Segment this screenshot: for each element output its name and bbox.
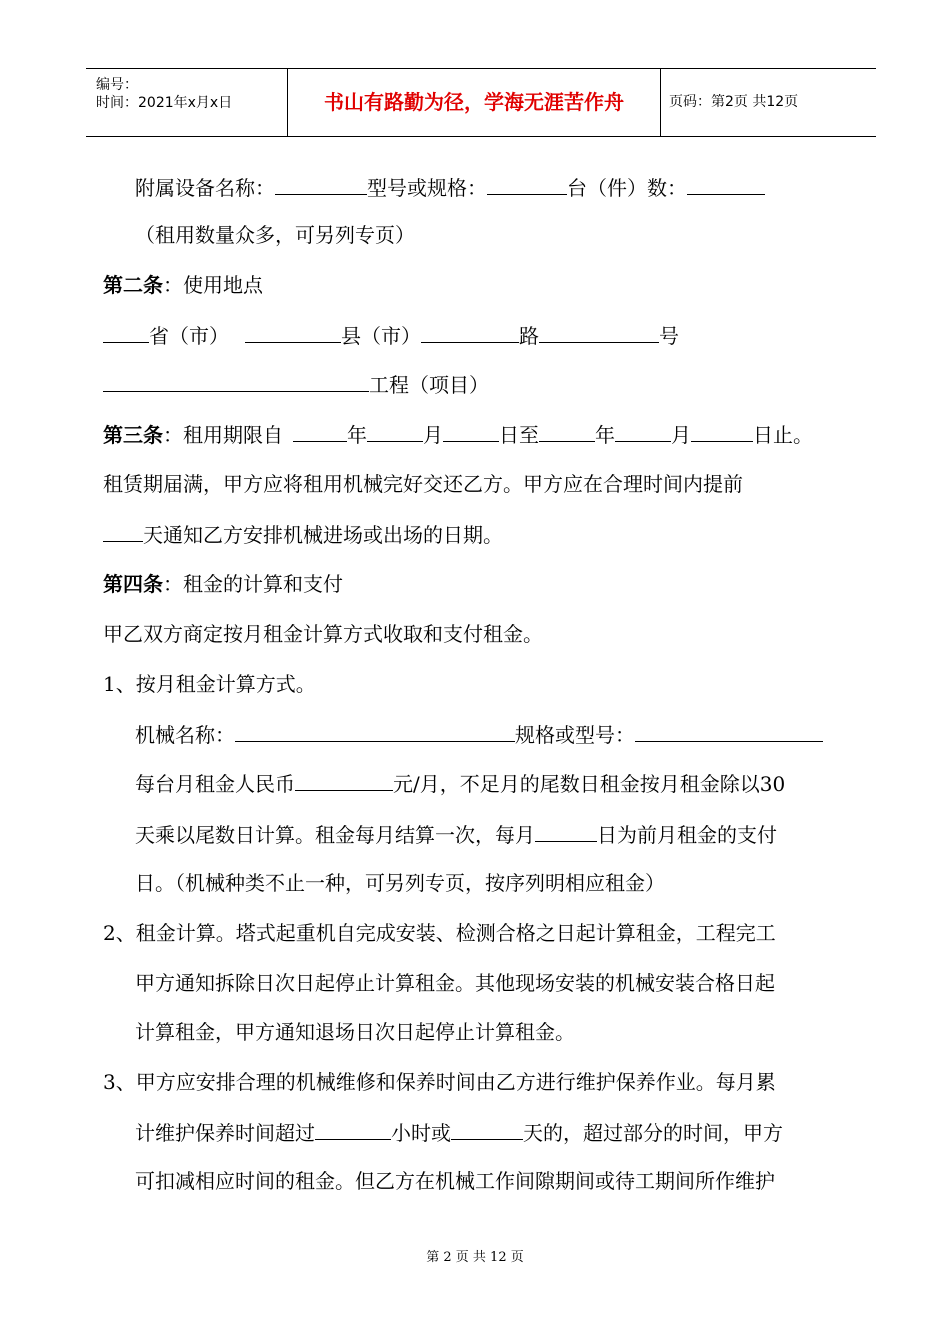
blank-field bbox=[103, 371, 369, 392]
blank-field bbox=[235, 721, 515, 742]
blank-field bbox=[687, 174, 765, 195]
blank-field bbox=[443, 421, 499, 442]
paragraph-line: 甲方通知拆除日次日起停止计算租金。其他现场安装的机械安装合格日起 bbox=[135, 971, 775, 995]
page-header bbox=[86, 68, 876, 137]
text: ：使用地点 bbox=[163, 273, 263, 297]
text: 日为前月租金的支付 bbox=[597, 823, 777, 847]
blank-field bbox=[293, 421, 347, 442]
clause-1-heading: 1、按月租金计算方式。 bbox=[103, 672, 316, 696]
text: 月 bbox=[671, 423, 691, 447]
machine-name-line bbox=[135, 721, 823, 748]
paragraph-line bbox=[135, 1119, 783, 1146]
paragraph-line: 2、租金计算。塔式起重机自完成安装、检测合格之日起计算租金，工程完工 bbox=[103, 921, 776, 945]
text: ：租用期限自 bbox=[163, 423, 283, 447]
text: 天的，超过部分的时间，甲方 bbox=[523, 1121, 783, 1145]
equipment-line bbox=[135, 174, 765, 201]
article-label: 第二条 bbox=[103, 273, 163, 297]
text: 附属设备名称： bbox=[135, 176, 275, 200]
blank-field bbox=[315, 1119, 391, 1140]
blank-field bbox=[451, 1119, 523, 1140]
number-label: 编号： bbox=[96, 77, 138, 93]
blank-field bbox=[103, 521, 143, 542]
blank-field bbox=[103, 322, 149, 343]
paragraph-line bbox=[103, 521, 503, 548]
project-line bbox=[103, 371, 489, 398]
paragraph-line: 3、甲方应安排合理的机械维修和保养时间由乙方进行维护保养作业。每月累 bbox=[103, 1070, 776, 1094]
article-label: 第三条 bbox=[103, 423, 163, 447]
blank-field bbox=[295, 770, 393, 791]
note-line: （租用数量众多，可另列专页） bbox=[135, 223, 415, 247]
address-line bbox=[103, 322, 679, 349]
paragraph-line bbox=[135, 821, 777, 848]
header-meta bbox=[86, 69, 288, 136]
text: 号 bbox=[659, 324, 679, 348]
text: 省（市） bbox=[149, 324, 229, 348]
article-3-line bbox=[103, 421, 813, 448]
text: 型号或规格： bbox=[367, 176, 487, 200]
blank-field bbox=[535, 821, 597, 842]
blank-field bbox=[245, 322, 341, 343]
article-2-heading bbox=[103, 272, 263, 298]
paragraph-line: 甲乙双方商定按月租金计算方式收取和支付租金。 bbox=[103, 622, 543, 646]
text: 年 bbox=[595, 423, 615, 447]
page-footer: 第 2 页 共 12 页 bbox=[426, 1250, 524, 1265]
motto: 书山有路勤为径，学海无涯苦作舟 bbox=[288, 69, 661, 136]
blank-field bbox=[615, 421, 671, 442]
paragraph-line: 计算租金，甲方通知退场日次日起停止计算租金。 bbox=[135, 1020, 575, 1044]
blank-field bbox=[691, 421, 753, 442]
text: 每台月租金人民币 bbox=[135, 772, 295, 796]
text: 计维护保养时间超过 bbox=[135, 1121, 315, 1145]
text: 天乘以尾数日计算。租金每月结算一次，每月 bbox=[135, 823, 535, 847]
paragraph-line bbox=[135, 770, 785, 797]
blank-field bbox=[367, 421, 423, 442]
text: 台（件）数： bbox=[567, 176, 687, 200]
text: 天通知乙方安排机械进场或出场的日期。 bbox=[143, 523, 503, 547]
blank-field bbox=[539, 322, 659, 343]
text: 规格或型号： bbox=[515, 723, 635, 747]
paragraph-line: 租赁期届满，甲方应将租用机械完好交还乙方。甲方应在合理时间内提前 bbox=[103, 472, 743, 496]
text: 县（市） bbox=[341, 324, 421, 348]
text: 路 bbox=[519, 324, 539, 348]
text: 日至 bbox=[499, 423, 539, 447]
article-4-heading bbox=[103, 571, 343, 597]
text: 元/月，不足月的尾数日租金按月租金除以30 bbox=[393, 772, 786, 796]
time-label: 时间：2021年x月x日 bbox=[96, 95, 233, 111]
blank-field bbox=[487, 174, 567, 195]
text: 月 bbox=[423, 423, 443, 447]
text: 机械名称： bbox=[135, 723, 235, 747]
text: 年 bbox=[347, 423, 367, 447]
blank-field bbox=[635, 721, 823, 742]
text: 小时或 bbox=[391, 1121, 451, 1145]
paragraph-line: 可扣减相应时间的租金。但乙方在机械工作间隙期间或待工期间所作维护 bbox=[135, 1169, 775, 1193]
blank-field bbox=[539, 421, 595, 442]
text: 工程（项目） bbox=[369, 373, 489, 397]
blank-field bbox=[275, 174, 367, 195]
text: ：租金的计算和支付 bbox=[163, 572, 343, 596]
paragraph-line: 日。（机械种类不止一种，可另列专页，按序列明相应租金） bbox=[135, 871, 665, 895]
page-label: 页码：第2页 共12页 bbox=[669, 94, 799, 110]
text: 日止。 bbox=[753, 423, 813, 447]
blank-field bbox=[421, 322, 519, 343]
article-label: 第四条 bbox=[103, 572, 163, 596]
